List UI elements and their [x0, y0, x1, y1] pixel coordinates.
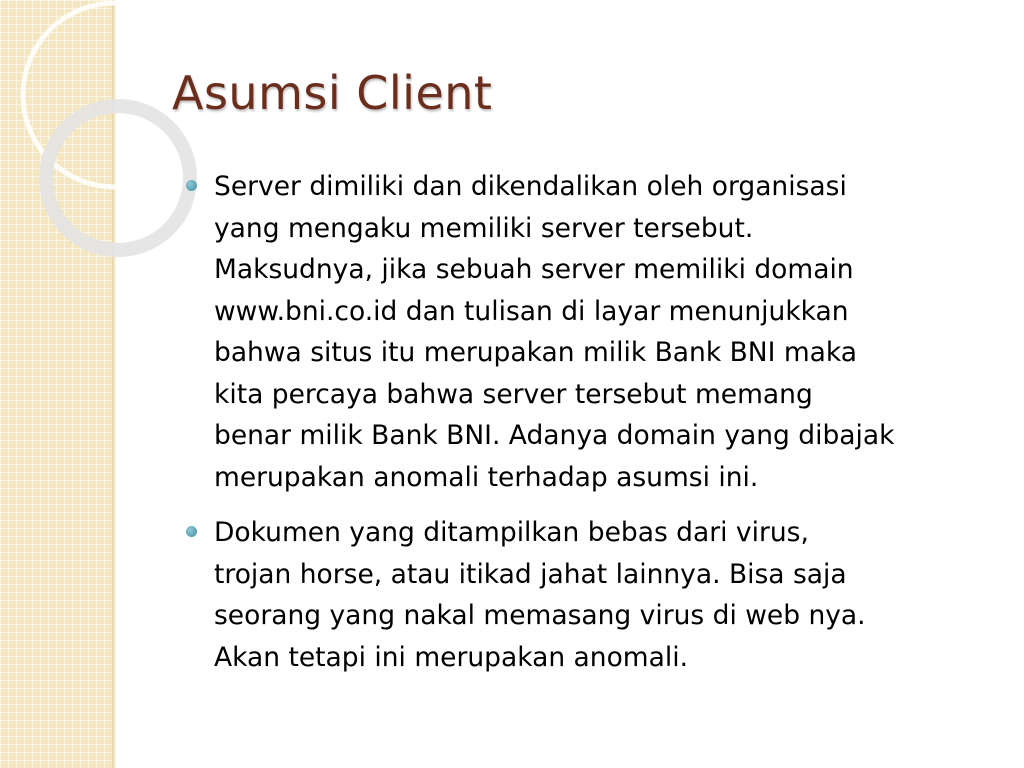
- bullet-icon: [186, 526, 197, 537]
- bullet-list: [186, 166, 996, 692]
- bullet-text: Dokumen yang ditampilkan bebas dari virus, trojan horse, atau itikad jahat lainnya. Bisa saja seorang yang nakal memasang virus di web nya. Akan tetapi ini merupakan anomali.: [214, 517, 866, 673]
- decorative-circles: [0, 0, 200, 320]
- bullet-icon: [186, 180, 197, 191]
- bullet-item: [186, 166, 996, 498]
- bullet-item: [186, 512, 996, 678]
- bullet-text: Server dimiliki dan dikendalikan oleh organisasi yang mengaku memiliki server tersebut. Maksudnya, jika sebuah server memiliki domain www.bni.co.id dan tulisan di layar menunjukkan bahwa situs itu merupakan milik Bank BNI maka kita percaya bahwa server tersebut memang benar milik Bank BNI. Adanya domain yang dibajak merupakan anomali terhadap asumsi ini.: [214, 171, 895, 493]
- slide-title: Asumsi Client: [172, 66, 493, 120]
- decorative-circle-small: [46, 106, 190, 250]
